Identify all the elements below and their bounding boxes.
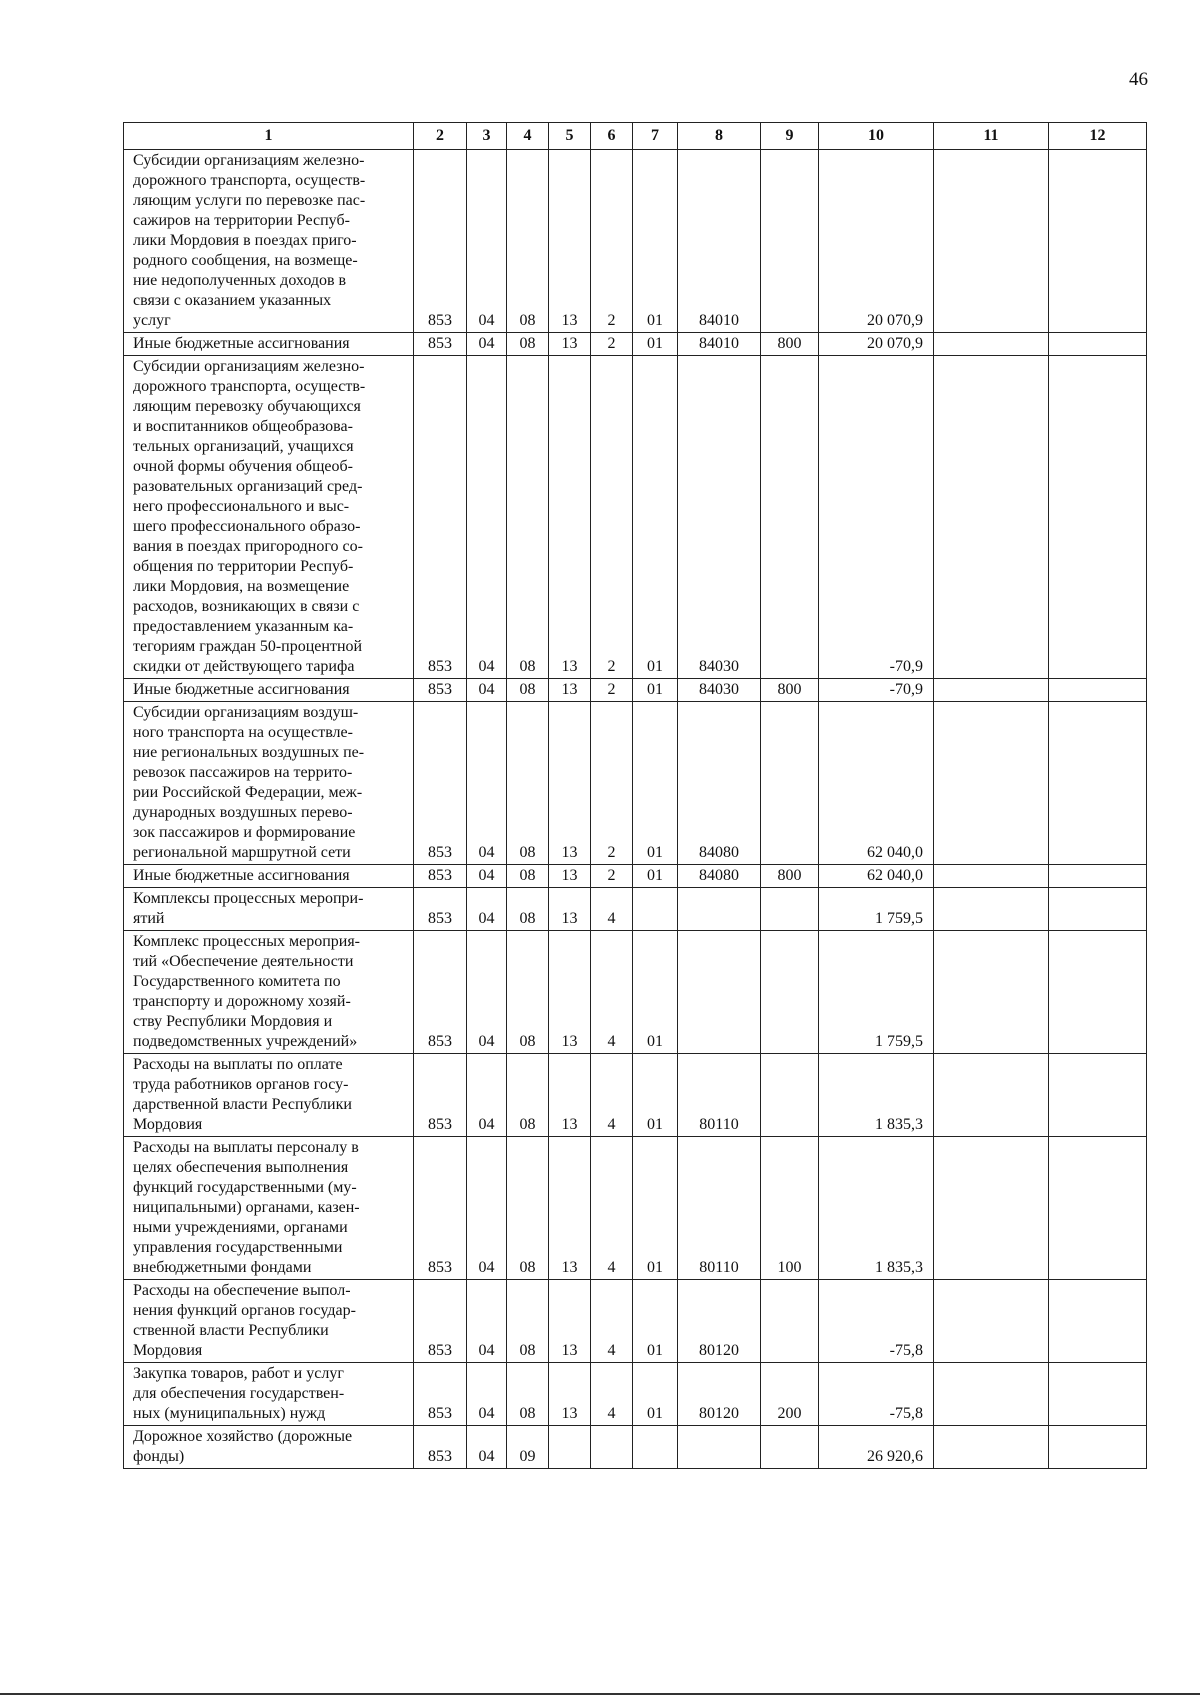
column-header-5: 5 [549, 123, 591, 150]
cell-col-4: 09 [507, 1426, 549, 1469]
cell-col-3: 04 [467, 865, 507, 888]
cell-col-8: 84010 [678, 150, 761, 333]
cell-col-7 [633, 1426, 678, 1469]
cell-col-5: 13 [549, 1054, 591, 1137]
cell-col-11 [934, 865, 1049, 888]
cell-col-5: 13 [549, 931, 591, 1054]
cell-col-6: 4 [591, 1054, 633, 1137]
cell-col-3: 04 [467, 333, 507, 356]
cell-col-2: 853 [414, 1363, 467, 1426]
cell-col-3: 04 [467, 931, 507, 1054]
table-row [124, 150, 1147, 333]
cell-col-9 [761, 150, 819, 333]
cell-col-5: 13 [549, 356, 591, 679]
cell-col-3: 04 [467, 1054, 507, 1137]
cell-col-5 [549, 1426, 591, 1469]
cell-col-2: 853 [414, 333, 467, 356]
cell-col-2: 853 [414, 1426, 467, 1469]
table-row [124, 1426, 1147, 1469]
cell-col-8 [678, 1426, 761, 1469]
cell-col-11 [934, 1054, 1049, 1137]
table-row [124, 1280, 1147, 1363]
cell-col-6: 4 [591, 1363, 633, 1426]
cell-col-6: 2 [591, 679, 633, 702]
cell-col-9 [761, 888, 819, 931]
cell-col-12 [1049, 1280, 1147, 1363]
cell-col-5: 13 [549, 679, 591, 702]
cell-col-10: -70,9 [819, 356, 934, 679]
page-number: 46 [1129, 69, 1148, 90]
cell-col-9: 800 [761, 333, 819, 356]
cell-col-3: 04 [467, 888, 507, 931]
cell-col-10: 20 070,9 [819, 333, 934, 356]
cell-col-11 [934, 679, 1049, 702]
cell-col-12 [1049, 1054, 1147, 1137]
table-row [124, 356, 1147, 679]
cell-col-11 [934, 1426, 1049, 1469]
cell-col-2: 853 [414, 679, 467, 702]
cell-col-11 [934, 702, 1049, 865]
cell-col-7: 01 [633, 679, 678, 702]
cell-col-11 [934, 1137, 1049, 1280]
table-row [124, 1137, 1147, 1280]
column-header-2: 2 [414, 123, 467, 150]
cell-col-9: 800 [761, 679, 819, 702]
cell-col-6 [591, 1426, 633, 1469]
cell-col-2: 853 [414, 931, 467, 1054]
cell-col-7: 01 [633, 931, 678, 1054]
cell-col-7: 01 [633, 1054, 678, 1137]
row-description: Закупка товаров, работ и услуг для обеспечения государствен- ных (муниципальных) нужд [124, 1363, 414, 1426]
row-description: Расходы на выплаты по оплате труда работников органов госу- дарственной власти Республики Мордовия [124, 1054, 414, 1137]
row-description: Субсидии организациям железно- дорожного транспорта, осуществ- ляющим услуги по перевозке пас- сажиров на территории Респуб- лики Мордовия в поездах приго- родного сообщения, на возмеще- ние недополученных доходов в связи с оказанием указанных услуг [124, 150, 414, 333]
table-row [124, 1054, 1147, 1137]
column-header-11: 11 [934, 123, 1049, 150]
cell-col-11 [934, 1280, 1049, 1363]
cell-col-2: 853 [414, 1137, 467, 1280]
cell-col-3: 04 [467, 1137, 507, 1280]
cell-col-6: 4 [591, 888, 633, 931]
cell-col-4: 08 [507, 333, 549, 356]
cell-col-8: 80120 [678, 1280, 761, 1363]
cell-col-8: 80110 [678, 1137, 761, 1280]
page-edge-line [0, 1693, 1200, 1695]
table-row [124, 1363, 1147, 1426]
cell-col-9: 200 [761, 1363, 819, 1426]
cell-col-7: 01 [633, 1137, 678, 1280]
cell-col-11 [934, 150, 1049, 333]
cell-col-4: 08 [507, 888, 549, 931]
table-row [124, 931, 1147, 1054]
row-description: Расходы на выплаты персоналу в целях обеспечения выполнения функций государственными (му- ниципальными) органами, казен- ными учреждениями, органами управления государственными внебюджетными фондами [124, 1137, 414, 1280]
table-row [124, 333, 1147, 356]
cell-col-4: 08 [507, 356, 549, 679]
cell-col-9 [761, 1426, 819, 1469]
row-description: Иные бюджетные ассигнования [124, 679, 414, 702]
header-row [124, 123, 1147, 150]
cell-col-9: 100 [761, 1137, 819, 1280]
cell-col-9 [761, 356, 819, 679]
column-header-10: 10 [819, 123, 934, 150]
cell-col-5: 13 [549, 1363, 591, 1426]
cell-col-4: 08 [507, 1137, 549, 1280]
cell-col-10: 1 759,5 [819, 888, 934, 931]
cell-col-3: 04 [467, 1363, 507, 1426]
row-description: Комплексы процессных меропри- ятий [124, 888, 414, 931]
cell-col-12 [1049, 1426, 1147, 1469]
column-header-8: 8 [678, 123, 761, 150]
cell-col-3: 04 [467, 1280, 507, 1363]
row-description: Иные бюджетные ассигнования [124, 865, 414, 888]
cell-col-6: 2 [591, 333, 633, 356]
column-header-7: 7 [633, 123, 678, 150]
cell-col-12 [1049, 888, 1147, 931]
cell-col-8: 84030 [678, 356, 761, 679]
budget-table [123, 122, 1147, 1469]
cell-col-3: 04 [467, 356, 507, 679]
column-header-12: 12 [1049, 123, 1147, 150]
cell-col-6: 2 [591, 150, 633, 333]
cell-col-4: 08 [507, 865, 549, 888]
cell-col-5: 13 [549, 333, 591, 356]
cell-col-2: 853 [414, 1280, 467, 1363]
row-description: Иные бюджетные ассигнования [124, 333, 414, 356]
cell-col-7: 01 [633, 150, 678, 333]
cell-col-10: 1 835,3 [819, 1137, 934, 1280]
cell-col-5: 13 [549, 1137, 591, 1280]
table-row [124, 865, 1147, 888]
cell-col-8 [678, 888, 761, 931]
cell-col-7: 01 [633, 702, 678, 865]
cell-col-4: 08 [507, 1054, 549, 1137]
cell-col-10: 26 920,6 [819, 1426, 934, 1469]
cell-col-5: 13 [549, 888, 591, 931]
cell-col-7 [633, 888, 678, 931]
cell-col-5: 13 [549, 1280, 591, 1363]
cell-col-4: 08 [507, 702, 549, 865]
cell-col-10: 1 835,3 [819, 1054, 934, 1137]
cell-col-10: 62 040,0 [819, 702, 934, 865]
cell-col-8: 80120 [678, 1363, 761, 1426]
cell-col-7: 01 [633, 1280, 678, 1363]
cell-col-11 [934, 931, 1049, 1054]
cell-col-7: 01 [633, 333, 678, 356]
cell-col-8 [678, 931, 761, 1054]
table-row [124, 679, 1147, 702]
table-body [124, 150, 1147, 1469]
cell-col-9: 800 [761, 865, 819, 888]
cell-col-8: 84030 [678, 679, 761, 702]
cell-col-2: 853 [414, 1054, 467, 1137]
cell-col-12 [1049, 865, 1147, 888]
row-description: Субсидии организациям воздуш- ного транспорта на осуществле- ние региональных воздушных пе- ревозок пассажиров на террито- рии Российской Федерации, меж- дународных воздушных перево- зок пассажиров и формирование региональной маршрутной сети [124, 702, 414, 865]
cell-col-12 [1049, 333, 1147, 356]
cell-col-12 [1049, 702, 1147, 865]
cell-col-7: 01 [633, 865, 678, 888]
cell-col-11 [934, 333, 1049, 356]
cell-col-3: 04 [467, 150, 507, 333]
cell-col-6: 2 [591, 356, 633, 679]
cell-col-10: -75,8 [819, 1280, 934, 1363]
cell-col-6: 2 [591, 865, 633, 888]
cell-col-6: 2 [591, 702, 633, 865]
column-header-4: 4 [507, 123, 549, 150]
cell-col-2: 853 [414, 865, 467, 888]
cell-col-5: 13 [549, 150, 591, 333]
cell-col-4: 08 [507, 150, 549, 333]
cell-col-7: 01 [633, 356, 678, 679]
cell-col-11 [934, 356, 1049, 679]
cell-col-10: -75,8 [819, 1363, 934, 1426]
cell-col-10: 62 040,0 [819, 865, 934, 888]
cell-col-3: 04 [467, 679, 507, 702]
cell-col-8: 84080 [678, 865, 761, 888]
cell-col-8: 84010 [678, 333, 761, 356]
cell-col-9 [761, 702, 819, 865]
cell-col-10: 1 759,5 [819, 931, 934, 1054]
row-description: Дорожное хозяйство (дорожные фонды) [124, 1426, 414, 1469]
cell-col-9 [761, 1054, 819, 1137]
cell-col-2: 853 [414, 888, 467, 931]
cell-col-9 [761, 1280, 819, 1363]
cell-col-4: 08 [507, 1363, 549, 1426]
cell-col-6: 4 [591, 1137, 633, 1280]
cell-col-6: 4 [591, 931, 633, 1054]
table-row [124, 702, 1147, 865]
column-header-6: 6 [591, 123, 633, 150]
cell-col-5: 13 [549, 865, 591, 888]
cell-col-10: 20 070,9 [819, 150, 934, 333]
cell-col-12 [1049, 1363, 1147, 1426]
cell-col-6: 4 [591, 1280, 633, 1363]
cell-col-3: 04 [467, 1426, 507, 1469]
cell-col-3: 04 [467, 702, 507, 865]
row-description: Субсидии организациям железно- дорожного транспорта, осуществ- ляющим перевозку обучающихся и воспитанников общеобразова- тельных организаций, учащихся очной формы обучения общеоб- разовательных организаций сред- него профессионального и выс- шего профессионального образо- вания в поездах пригородного со- общения по территории Респуб- лики Мордовия, на возмещение расходов, возникающих в связи с предоставлением указанным ка- тегориям граждан 50-процентной скидки от действующего тарифа [124, 356, 414, 679]
cell-col-8: 84080 [678, 702, 761, 865]
cell-col-2: 853 [414, 150, 467, 333]
cell-col-11 [934, 888, 1049, 931]
cell-col-11 [934, 1363, 1049, 1426]
cell-col-7: 01 [633, 1363, 678, 1426]
cell-col-4: 08 [507, 931, 549, 1054]
cell-col-9 [761, 931, 819, 1054]
cell-col-8: 80110 [678, 1054, 761, 1137]
cell-col-4: 08 [507, 1280, 549, 1363]
table-row [124, 888, 1147, 931]
cell-col-2: 853 [414, 356, 467, 679]
cell-col-12 [1049, 679, 1147, 702]
cell-col-10: -70,9 [819, 679, 934, 702]
cell-col-2: 853 [414, 702, 467, 865]
row-description: Расходы на обеспечение выпол- нения функций органов государ- ственной власти Республики Мордовия [124, 1280, 414, 1363]
row-description: Комплекс процессных мероприя- тий «Обеспечение деятельности Государственного комитета по транспорту и дорожному хозяй- ству Республики Мордовия и подведомственных учреждений» [124, 931, 414, 1054]
cell-col-12 [1049, 150, 1147, 333]
column-header-9: 9 [761, 123, 819, 150]
cell-col-4: 08 [507, 679, 549, 702]
cell-col-12 [1049, 1137, 1147, 1280]
cell-col-12 [1049, 356, 1147, 679]
column-header-1: 1 [124, 123, 414, 150]
cell-col-5: 13 [549, 702, 591, 865]
cell-col-12 [1049, 931, 1147, 1054]
column-header-3: 3 [467, 123, 507, 150]
